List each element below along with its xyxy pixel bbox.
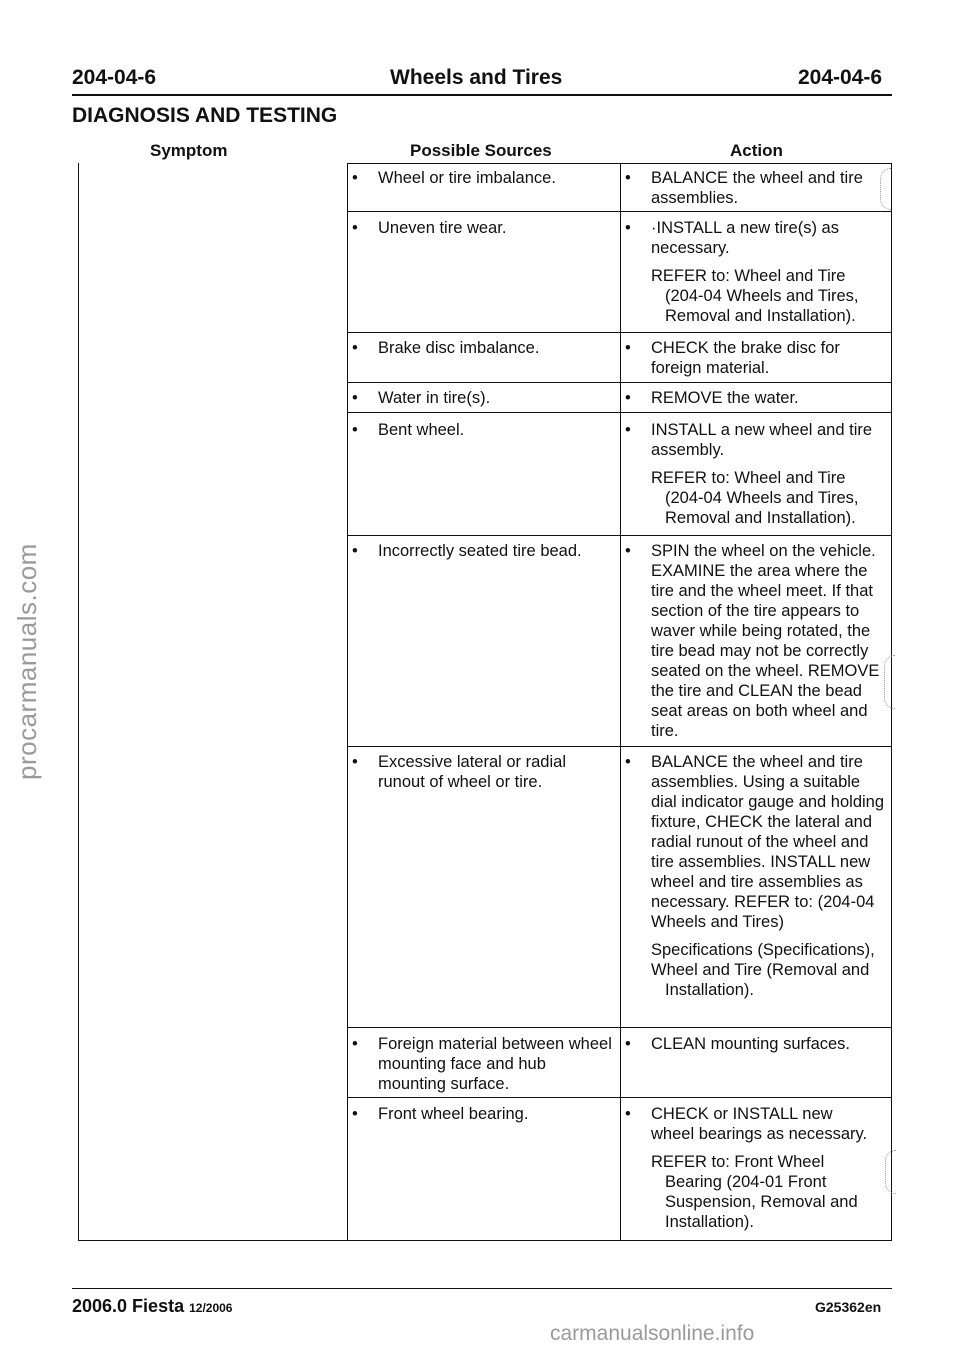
- source-text: Front wheel bearing.: [378, 1105, 529, 1123]
- footer-date: 12/2006: [189, 1301, 233, 1315]
- bullet-icon: •: [625, 219, 631, 237]
- table-row-source: [352, 1034, 614, 1094]
- page-number-left: 204-04-6: [72, 66, 157, 89]
- table-row-source: [352, 752, 614, 792]
- column-header-action: Action: [730, 141, 783, 160]
- action-text: CHECK the brake disc for foreign material.: [651, 339, 840, 377]
- source-text: Incorrectly seated tire bead.: [378, 542, 582, 560]
- bullet-icon: •: [625, 753, 631, 771]
- bullet-icon: •: [352, 1035, 358, 1053]
- table-top-line: [347, 163, 892, 164]
- bullet-icon: •: [352, 542, 358, 560]
- reference-detail-text: (204-04 Wheels and Tires, Removal and Installation).: [665, 287, 859, 325]
- page-heading: Wheels and Tires: [390, 66, 563, 89]
- action-text: REMOVE the water.: [651, 389, 799, 407]
- reference-detail-text: Bearing (204-01 Front Suspension, Removal and Installation).: [665, 1173, 858, 1231]
- reference-text: REFER to: Wheel and Tire: [651, 469, 846, 487]
- footer-model-name: 2006.0 Fiesta: [72, 1296, 185, 1316]
- bullet-icon: •: [352, 753, 358, 771]
- header-rule: [72, 94, 892, 96]
- action-text: CHECK or INSTALL new wheel bearings as necessary.: [651, 1105, 868, 1143]
- bullet-icon: •: [352, 169, 358, 187]
- action-text: ·INSTALL a new tire(s) as necessary.: [651, 219, 839, 257]
- table-divider-symptom: [347, 163, 348, 1240]
- table-row-action: [625, 388, 890, 408]
- table-divider-action: [620, 163, 621, 1240]
- source-text: Brake disc imbalance.: [378, 339, 540, 357]
- source-text: Bent wheel.: [378, 421, 465, 439]
- table-row-source: [352, 388, 614, 408]
- table-row-action: [625, 168, 875, 208]
- action-text: SPIN the wheel on the vehicle. EXAMINE the area where the tire and the wheel meet. If that section of the tire appears to waver while being rotated, the tire bead may not be correctly seated on the wheel. REMOVE the tire and CLEAN the bead seat areas on both wheel and tire.: [651, 542, 880, 740]
- table-row-source: [352, 338, 614, 358]
- row-separator: [347, 412, 892, 413]
- table-row-action: [625, 752, 890, 1000]
- table-row-action: [625, 1034, 890, 1054]
- source-text: Foreign material between wheel mounting face and hub mounting surface.: [378, 1035, 612, 1093]
- row-separator: [347, 211, 892, 212]
- action-text: INSTALL a new wheel and tire assembly.: [651, 421, 873, 459]
- column-header-symptom: Symptom: [150, 141, 228, 160]
- bullet-icon: •: [352, 421, 358, 439]
- reference-detail-text: (204-04 Wheels and Tires, Removal and Installation).: [665, 489, 859, 527]
- table-row-source: [352, 1104, 614, 1124]
- reference-detail-text: Installation).: [665, 981, 754, 999]
- reference-text: Specifications (Specifications), Wheel and Tire (Removal and: [651, 941, 875, 979]
- bullet-icon: •: [352, 389, 358, 407]
- footer-document-code: G25362en: [815, 1299, 882, 1315]
- table-row-action: [625, 218, 875, 326]
- table-bottom-line: [78, 1240, 892, 1241]
- row-separator: [347, 1027, 892, 1028]
- bullet-icon: •: [352, 219, 358, 237]
- footer-rule: [72, 1288, 892, 1289]
- source-text: Uneven tire wear.: [378, 219, 507, 237]
- row-separator: [347, 535, 892, 536]
- row-separator: [347, 1097, 892, 1098]
- table-row-source: [352, 218, 614, 238]
- side-watermark: procarmanuals.com: [12, 543, 42, 780]
- table-row-source: [352, 168, 614, 188]
- source-text: Wheel or tire imbalance.: [378, 169, 556, 187]
- margin-bracket-mark: [880, 168, 891, 210]
- bullet-icon: •: [625, 542, 631, 560]
- row-separator: [347, 332, 892, 333]
- bullet-icon: •: [625, 421, 631, 439]
- table-row-action: [625, 338, 890, 378]
- footer-model: [72, 1296, 232, 1317]
- bottom-watermark: carmanualsonline.info: [550, 1322, 755, 1345]
- page-number-right: 204-04-6: [798, 66, 883, 89]
- bullet-icon: •: [625, 339, 631, 357]
- reference-text: REFER to: Wheel and Tire: [651, 267, 846, 285]
- source-text: Water in tire(s).: [378, 389, 491, 407]
- table-row-source: [352, 420, 614, 440]
- section-title: DIAGNOSIS AND TESTING: [72, 104, 338, 127]
- column-header-sources: Possible Sources: [410, 141, 552, 160]
- row-separator: [347, 382, 892, 383]
- bullet-icon: •: [625, 169, 631, 187]
- bullet-icon: •: [352, 1105, 358, 1123]
- table-row-action: [625, 541, 890, 741]
- bullet-icon: •: [625, 1035, 631, 1053]
- table-row-source: [352, 541, 614, 561]
- source-text: Excessive lateral or radial runout of wheel or tire.: [378, 753, 566, 791]
- table-row-action: [625, 1104, 875, 1232]
- table-border-left: [78, 163, 79, 1240]
- bullet-icon: •: [625, 1105, 631, 1123]
- action-text: CLEAN mounting surfaces.: [651, 1035, 851, 1053]
- bullet-icon: •: [625, 389, 631, 407]
- bullet-icon: •: [352, 339, 358, 357]
- action-text: BALANCE the wheel and tire assemblies.: [651, 169, 863, 207]
- margin-bracket-mark: [885, 1150, 896, 1194]
- row-separator: [347, 746, 892, 747]
- table-row-action: [625, 420, 890, 528]
- reference-text: REFER to: Front Wheel: [651, 1153, 825, 1171]
- action-text: BALANCE the wheel and tire assemblies. Using a suitable dial indicator gauge and holding fixture, CHECK the lateral and radial runout of the wheel and tire assemblies. INSTALL new wheel and tire assemblies as necessary. REFER to: (204-04 Wheels and Tires): [651, 753, 885, 931]
- margin-bracket-mark: [884, 655, 895, 709]
